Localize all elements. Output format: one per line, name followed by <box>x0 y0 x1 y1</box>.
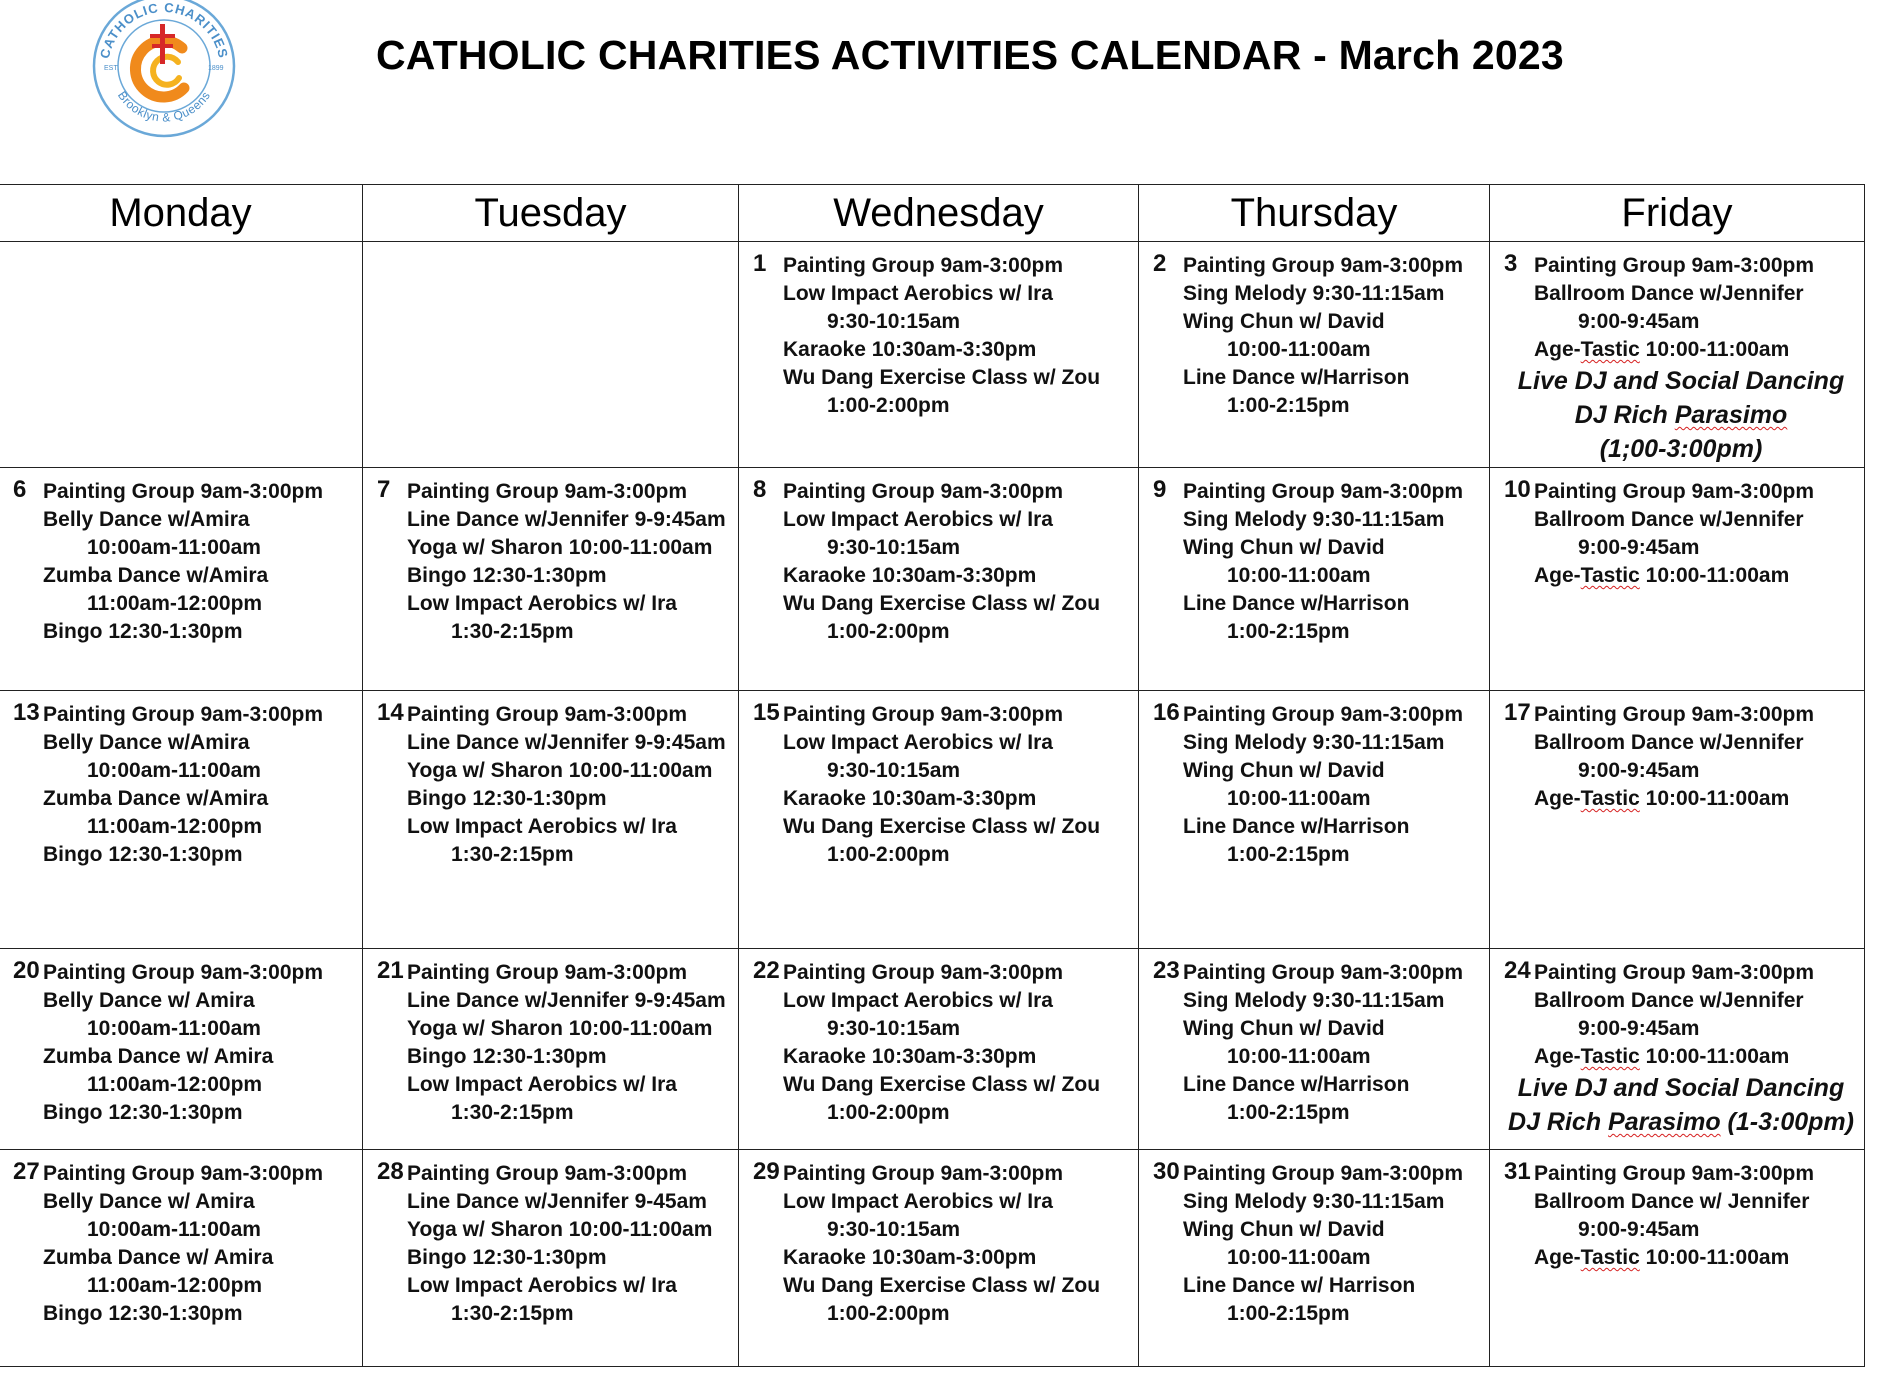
activity-line: Belly Dance w/Amira <box>43 508 250 531</box>
day-cell-30 <box>1139 1150 1490 1367</box>
activity-line: Ballroom Dance w/Jennifer <box>1534 731 1804 754</box>
activity-line: Live DJ and Social Dancing <box>1517 367 1845 395</box>
day-cell-6 <box>0 468 363 691</box>
activity-line: Bingo 12:30-1:30pm <box>43 620 243 643</box>
activity-line: Ballroom Dance w/Jennifer <box>1534 282 1804 305</box>
activity-line: Wing Chun w/ David <box>1183 1218 1385 1241</box>
activity-line: Bingo 12:30-1:30pm <box>43 1101 243 1124</box>
activity-list <box>407 959 732 1127</box>
activity-line: 1:30-2:15pm <box>451 843 574 866</box>
activity-line: Ballroom Dance w/ Jennifer <box>1534 1190 1810 1213</box>
activity-line: Wing Chun w/ David <box>1183 759 1385 782</box>
activity-line: 10:00-11:00am <box>1227 787 1371 810</box>
activity-line: Belly Dance w/ Amira <box>43 1190 255 1213</box>
day-cell-29 <box>739 1150 1139 1367</box>
weekday-header-wednesday: Wednesday <box>739 185 1139 242</box>
weekday-header-friday: Friday <box>1490 185 1865 242</box>
activity-line: Bingo 12:30-1:30pm <box>43 843 243 866</box>
activity-line: Age-Tastic 10:00-11:00am <box>1534 338 1790 361</box>
activity-line: Painting Group 9am-3:00pm <box>407 961 688 984</box>
activity-line: Ballroom Dance w/Jennifer <box>1534 508 1804 531</box>
calendar-grid <box>0 184 1865 1367</box>
activity-line: 10:00am-11:00am <box>87 759 261 782</box>
activity-line: Painting Group 9am-3:00pm <box>783 1162 1064 1185</box>
activity-line: Ballroom Dance w/Jennifer <box>1534 989 1804 1012</box>
day-cell-22 <box>739 949 1139 1150</box>
activity-line: 1:00-2:00pm <box>827 620 950 643</box>
activity-line: Painting Group 9am-3:00pm <box>783 480 1064 503</box>
day-cell-3 <box>1490 242 1865 468</box>
activity-line: Line Dance w/ Harrison <box>1183 1274 1416 1297</box>
activity-line: 11:00am-12:00pm <box>87 1274 263 1297</box>
activity-line: Yoga w/ Sharon 10:00-11:00am <box>407 1017 713 1040</box>
activity-list <box>1517 252 1858 466</box>
activity-line: Low Impact Aerobics w/ Ira <box>783 508 1053 531</box>
day-number: 14 <box>377 699 404 726</box>
activity-line: Low Impact Aerobics w/ Ira <box>783 282 1053 305</box>
catholic-charities-logo <box>82 0 246 142</box>
activity-list <box>407 701 732 869</box>
logo-bottom-text: Brooklyn & Queens <box>114 88 214 125</box>
activity-line: Live DJ and Social Dancing <box>1517 1074 1845 1102</box>
page-title: CATHOLIC CHARITIES ACTIVITIES CALENDAR - March 2023 <box>376 32 1564 78</box>
activity-line: Sing Melody 9:30-11:15am <box>1183 731 1445 754</box>
activity-line: 1:00-2:15pm <box>1227 394 1350 417</box>
activity-list <box>407 478 732 646</box>
activity-list <box>1183 1160 1483 1328</box>
activity-line: Wing Chun w/ David <box>1183 1017 1385 1040</box>
activity-line: 1:30-2:15pm <box>451 620 574 643</box>
activity-line: Low Impact Aerobics w/ Ira <box>407 1274 677 1297</box>
activity-list <box>783 252 1132 420</box>
activity-line: Painting Group 9am-3:00pm <box>1183 961 1464 984</box>
activity-list <box>1183 701 1483 869</box>
activity-line: Painting Group 9am-3:00pm <box>1534 1162 1815 1185</box>
day-number: 17 <box>1504 699 1531 726</box>
day-number: 8 <box>753 476 767 503</box>
week-row <box>0 242 1865 468</box>
activity-line: Line Dance w/Harrison <box>1183 592 1410 615</box>
day-number: 9 <box>1153 476 1167 503</box>
activity-line: Bingo 12:30-1:30pm <box>407 564 607 587</box>
day-cell-23 <box>1139 949 1490 1150</box>
day-number: 15 <box>753 699 780 726</box>
activity-line: 9:00-9:45am <box>1578 1017 1700 1040</box>
activity-line: Zumba Dance w/ Amira <box>43 1246 274 1269</box>
activity-line: Painting Group 9am-3:00pm <box>1534 480 1815 503</box>
day-cell-16 <box>1139 691 1490 949</box>
activity-line: 1:00-2:00pm <box>827 843 950 866</box>
activity-line: Sing Melody 9:30-11:15am <box>1183 1190 1445 1213</box>
activity-line: 11:00am-12:00pm <box>87 815 263 838</box>
activity-line: Age-Tastic 10:00-11:00am <box>1534 564 1790 587</box>
weekday-header-thursday: Thursday <box>1139 185 1490 242</box>
activity-line: 10:00-11:00am <box>1227 338 1371 361</box>
logo-year: 1899 <box>208 65 224 72</box>
day-cell-10 <box>1490 468 1865 691</box>
activity-line: Painting Group 9am-3:00pm <box>783 254 1064 277</box>
week-row <box>0 468 1865 691</box>
activity-line: Wing Chun w/ David <box>1183 310 1385 333</box>
day-number: 22 <box>753 957 780 984</box>
activity-line: 1:00-2:00pm <box>827 1101 950 1124</box>
activity-line: Wu Dang Exercise Class w/ Zou <box>783 366 1101 389</box>
activity-line: 10:00-11:00am <box>1227 564 1371 587</box>
activity-line: DJ Rich Parasimo (1-3:00pm) <box>1508 1108 1854 1136</box>
activity-line: 1:00-2:00pm <box>827 394 950 417</box>
activity-line: 10:00am-11:00am <box>87 536 261 559</box>
logo-top-text: CATHOLIC CHARITIES <box>96 0 232 60</box>
activity-line: Painting Group 9am-3:00pm <box>1534 961 1815 984</box>
activity-line: 1:00-2:15pm <box>1227 843 1350 866</box>
activity-line: Painting Group 9am-3:00pm <box>1183 1162 1464 1185</box>
activity-list <box>783 959 1132 1127</box>
activity-line: 10:00-11:00am <box>1227 1045 1371 1068</box>
activity-line: Low Impact Aerobics w/ Ira <box>407 815 677 838</box>
activity-list <box>1534 701 1858 813</box>
week-row <box>0 691 1865 949</box>
activity-line: (1;00-3:00pm) <box>1599 435 1763 463</box>
activity-list <box>1183 478 1483 646</box>
activity-line: 10:00am-11:00am <box>87 1017 261 1040</box>
day-cell-2 <box>1139 242 1490 468</box>
activity-line: Age-Tastic 10:00-11:00am <box>1534 1045 1790 1068</box>
activity-line: 9:00-9:45am <box>1578 310 1700 333</box>
activity-line: 1:00-2:15pm <box>1227 1101 1350 1124</box>
day-number: 27 <box>13 1158 40 1185</box>
day-number: 3 <box>1504 250 1518 277</box>
activity-line: Low Impact Aerobics w/ Ira <box>783 989 1053 1012</box>
activity-line: 1:00-2:00pm <box>827 1302 950 1325</box>
activity-line: Line Dance w/Jennifer 9-9:45am <box>407 989 726 1012</box>
day-number: 24 <box>1504 957 1531 984</box>
activity-line: Wu Dang Exercise Class w/ Zou <box>783 1274 1101 1297</box>
day-number: 13 <box>13 699 40 726</box>
activity-line: Yoga w/ Sharon 10:00-11:00am <box>407 536 713 559</box>
day-cell-8 <box>739 468 1139 691</box>
day-number: 2 <box>1153 250 1167 277</box>
activity-line: Wu Dang Exercise Class w/ Zou <box>783 1073 1101 1096</box>
activity-line: Painting Group 9am-3:00pm <box>1183 254 1464 277</box>
activity-line: 11:00am-12:00pm <box>87 1073 263 1096</box>
activity-line: Karaoke 10:30am-3:00pm <box>783 1246 1037 1269</box>
activity-line: Painting Group 9am-3:00pm <box>1183 703 1464 726</box>
day-number: 20 <box>13 957 40 984</box>
activity-line: Karaoke 10:30am-3:30pm <box>783 564 1037 587</box>
day-cell-7 <box>363 468 739 691</box>
activity-list <box>43 701 356 869</box>
day-cell-15 <box>739 691 1139 949</box>
activity-line: 1:30-2:15pm <box>451 1302 574 1325</box>
activity-line: Painting Group 9am-3:00pm <box>43 480 324 503</box>
activity-line: Yoga w/ Sharon 10:00-11:00am <box>407 759 713 782</box>
day-cell-21 <box>363 949 739 1150</box>
day-number: 1 <box>753 250 767 277</box>
activity-line: 9:00-9:45am <box>1578 536 1700 559</box>
activity-list <box>407 1160 732 1328</box>
day-cell-17 <box>1490 691 1865 949</box>
activity-line: Sing Melody 9:30-11:15am <box>1183 282 1445 305</box>
empty-day-cell <box>0 242 363 468</box>
activity-line: Painting Group 9am-3:00pm <box>43 961 324 984</box>
activity-line: Zumba Dance w/Amira <box>43 787 269 810</box>
activity-line: Line Dance w/Jennifer 9-45am <box>407 1190 707 1213</box>
activity-line: Painting Group 9am-3:00pm <box>1534 703 1815 726</box>
day-number: 23 <box>1153 957 1180 984</box>
activity-line: Karaoke 10:30am-3:30pm <box>783 1045 1037 1068</box>
activity-list <box>43 478 356 646</box>
activity-line: Bingo 12:30-1:30pm <box>43 1302 243 1325</box>
day-cell-24 <box>1490 949 1865 1150</box>
week-row <box>0 949 1865 1150</box>
day-cell-31 <box>1490 1150 1865 1367</box>
activity-line: Line Dance w/Jennifer 9-9:45am <box>407 731 726 754</box>
day-number: 21 <box>377 957 404 984</box>
activity-list <box>1183 959 1483 1127</box>
day-number: 6 <box>13 476 27 503</box>
activity-line: 9:30-10:15am <box>827 310 961 333</box>
activity-line: Line Dance w/Harrison <box>1183 366 1410 389</box>
activity-line: Painting Group 9am-3:00pm <box>43 703 324 726</box>
activity-list <box>1183 252 1483 420</box>
activity-line: 9:30-10:15am <box>827 1017 961 1040</box>
activity-line: Yoga w/ Sharon 10:00-11:00am <box>407 1218 713 1241</box>
activity-line: Sing Melody 9:30-11:15am <box>1183 508 1445 531</box>
activity-line: 9:00-9:45am <box>1578 1218 1700 1241</box>
activity-list <box>783 1160 1132 1328</box>
activity-line: Painting Group 9am-3:00pm <box>407 1162 688 1185</box>
activity-line: Bingo 12:30-1:30pm <box>407 1045 607 1068</box>
activity-line: Low Impact Aerobics w/ Ira <box>407 1073 677 1096</box>
day-cell-13 <box>0 691 363 949</box>
activity-list <box>783 478 1132 646</box>
activity-line: Painting Group 9am-3:00pm <box>407 480 688 503</box>
activity-line: 1:00-2:15pm <box>1227 1302 1350 1325</box>
activity-line: Age-Tastic 10:00-11:00am <box>1534 787 1790 810</box>
activity-line: Karaoke 10:30am-3:30pm <box>783 338 1037 361</box>
activity-line: 9:00-9:45am <box>1578 759 1700 782</box>
activity-line: Age-Tastic 10:00-11:00am <box>1534 1246 1790 1269</box>
activity-line: Line Dance w/Harrison <box>1183 815 1410 838</box>
activity-line: 10:00-11:00am <box>1227 1246 1371 1269</box>
activity-line: Painting Group 9am-3:00pm <box>407 703 688 726</box>
day-number: 31 <box>1504 1158 1531 1185</box>
activity-line: 11:00am-12:00pm <box>87 592 263 615</box>
empty-day-cell <box>363 242 739 468</box>
day-number: 16 <box>1153 699 1180 726</box>
activity-line: 1:00-2:15pm <box>1227 620 1350 643</box>
activity-line: Low Impact Aerobics w/ Ira <box>783 731 1053 754</box>
activity-line: 9:30-10:15am <box>827 536 961 559</box>
day-cell-27 <box>0 1150 363 1367</box>
day-cell-28 <box>363 1150 739 1367</box>
activity-list <box>43 959 356 1127</box>
week-row <box>0 1150 1865 1367</box>
activity-line: Karaoke 10:30am-3:30pm <box>783 787 1037 810</box>
activity-line: DJ Rich Parasimo <box>1574 401 1788 429</box>
activity-list <box>1534 1160 1858 1272</box>
weekday-header-monday: Monday <box>0 185 363 242</box>
day-number: 10 <box>1504 476 1531 503</box>
activity-line: Painting Group 9am-3:00pm <box>1183 480 1464 503</box>
activity-list <box>1534 478 1858 590</box>
activity-line: Belly Dance w/Amira <box>43 731 250 754</box>
activity-line: Belly Dance w/ Amira <box>43 989 255 1012</box>
activity-line: Bingo 12:30-1:30pm <box>407 1246 607 1269</box>
activity-line: Painting Group 9am-3:00pm <box>783 961 1064 984</box>
activity-line: Wing Chun w/ David <box>1183 536 1385 559</box>
activity-line: Bingo 12:30-1:30pm <box>407 787 607 810</box>
day-cell-14 <box>363 691 739 949</box>
activity-line: 10:00am-11:00am <box>87 1218 261 1241</box>
activity-line: Low Impact Aerobics w/ Ira <box>783 1190 1053 1213</box>
day-cell-1 <box>739 242 1139 468</box>
activity-line: 1:30-2:15pm <box>451 1101 574 1124</box>
day-cell-20 <box>0 949 363 1150</box>
activity-line: Sing Melody 9:30-11:15am <box>1183 989 1445 1012</box>
activity-line: Line Dance w/Harrison <box>1183 1073 1410 1096</box>
activity-line: Painting Group 9am-3:00pm <box>783 703 1064 726</box>
day-number: 30 <box>1153 1158 1180 1185</box>
weekday-header-row <box>0 185 1865 242</box>
activity-list <box>43 1160 356 1328</box>
activity-line: Painting Group 9am-3:00pm <box>1534 254 1815 277</box>
activity-line: Painting Group 9am-3:00pm <box>43 1162 324 1185</box>
activity-line: Wu Dang Exercise Class w/ Zou <box>783 592 1101 615</box>
activity-line: Line Dance w/Jennifer 9-9:45am <box>407 508 726 531</box>
activity-line: Wu Dang Exercise Class w/ Zou <box>783 815 1101 838</box>
activity-line: 9:30-10:15am <box>827 1218 961 1241</box>
day-number: 29 <box>753 1158 780 1185</box>
activity-line: 9:30-10:15am <box>827 759 961 782</box>
activity-line: Low Impact Aerobics w/ Ira <box>407 592 677 615</box>
day-cell-9 <box>1139 468 1490 691</box>
activity-line: Zumba Dance w/Amira <box>43 564 269 587</box>
activity-list <box>783 701 1132 869</box>
logo-est: EST. <box>104 65 119 72</box>
weekday-header-tuesday: Tuesday <box>363 185 739 242</box>
day-number: 7 <box>377 476 391 503</box>
activity-line: Zumba Dance w/ Amira <box>43 1045 274 1068</box>
day-number: 28 <box>377 1158 404 1185</box>
